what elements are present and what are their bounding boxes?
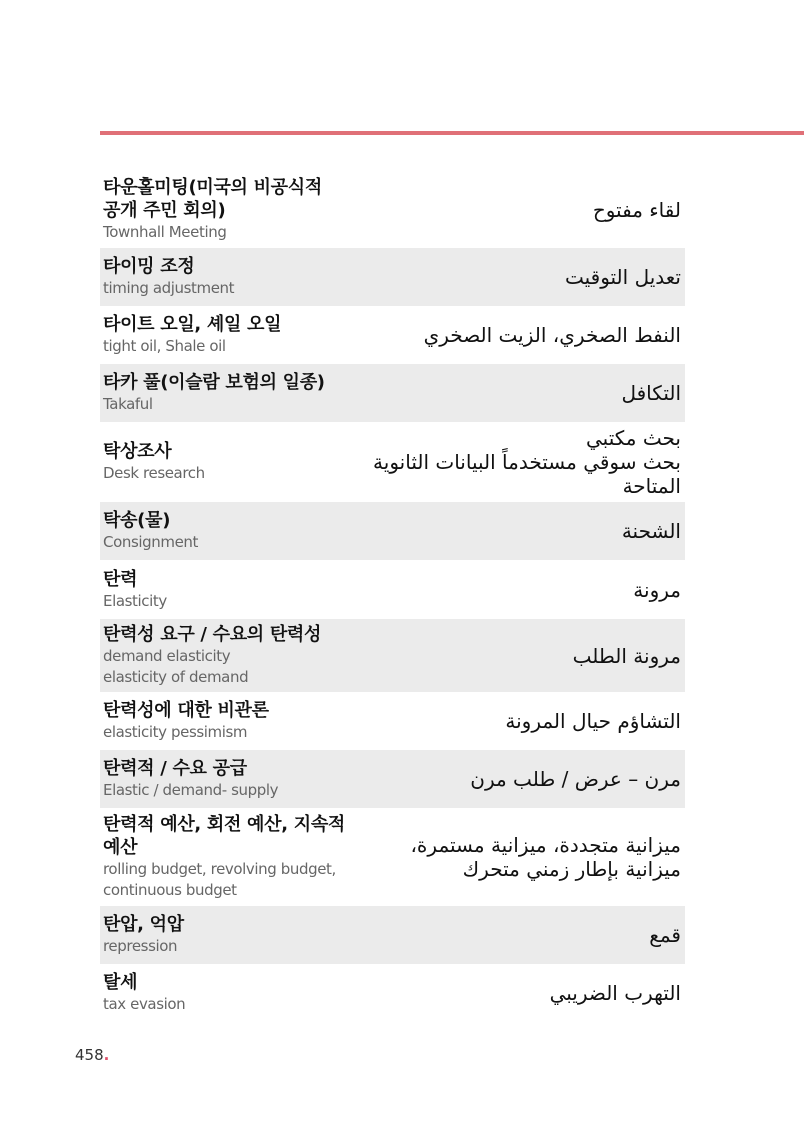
english-term: tax evasion — [103, 995, 186, 1013]
arabic-term: لقاء مفتوح — [592, 197, 681, 222]
english-term: Consignment — [103, 533, 198, 551]
english-term: Elasticity — [103, 591, 167, 610]
glossary-row — [100, 306, 685, 364]
korean-term: 타이트 오일, 셰일 오일 — [103, 314, 282, 335]
term-cell — [103, 371, 363, 415]
arabic-term: مرونة الطلب — [572, 643, 681, 668]
arabic-term: تعديل التوقيت — [564, 265, 681, 289]
english-term: Desk research — [103, 464, 205, 482]
glossary-row — [100, 560, 685, 619]
term-cell — [103, 813, 363, 901]
korean-term: 탄력 — [103, 568, 138, 590]
glossary-row — [100, 808, 685, 906]
korean-term: 탁상조사 — [103, 441, 172, 462]
arabic-term: النفط الصخري، الزيت الصخري — [423, 323, 681, 347]
page-number-text: 458 — [75, 1046, 104, 1064]
english-term: Townhall Meeting — [103, 223, 227, 241]
glossary-table — [100, 171, 685, 1022]
glossary-row — [100, 364, 685, 422]
korean-term: 타이밍 조정 — [103, 256, 195, 277]
glossary-row — [100, 619, 685, 692]
term-cell — [103, 255, 363, 299]
arabic-term: بحث مكتبي بحث سوقي مستخدماً البيانات الثانوية المتاحة — [373, 426, 681, 498]
glossary-row — [100, 248, 685, 306]
korean-term: 탁송(물) — [103, 510, 171, 531]
glossary-row — [100, 502, 685, 560]
english-term: tight oil, Shale oil — [103, 337, 226, 355]
term-cell — [103, 913, 363, 957]
korean-term: 타운홀미팅(미국의 비공식적 공개 주민 회의) — [103, 177, 322, 221]
english-term: Takaful — [103, 395, 153, 413]
term-cell — [103, 699, 363, 743]
arabic-term: التهرب الضريبي — [549, 981, 681, 1005]
glossary-row — [100, 964, 685, 1022]
header-rule — [100, 131, 804, 135]
term-cell — [103, 176, 363, 243]
term-cell — [103, 971, 363, 1015]
korean-term: 탄압, 억압 — [103, 914, 184, 935]
arabic-term: التشاؤم حيال المرونة — [505, 709, 681, 733]
term-cell — [103, 509, 363, 553]
english-term: timing adjustment — [103, 279, 235, 297]
page-number — [75, 1046, 109, 1064]
term-cell — [103, 440, 363, 484]
arabic-term: مرونة — [633, 577, 681, 602]
korean-term: 탄력적 예산, 회전 예산, 지속적 예산 — [103, 814, 345, 858]
arabic-term: التكافل — [621, 381, 681, 405]
glossary-row — [100, 422, 685, 502]
term-cell — [103, 757, 363, 801]
korean-term: 탈세 — [103, 972, 138, 993]
arabic-term: قمع — [649, 923, 681, 947]
arabic-term: الشحنة — [621, 519, 681, 543]
arabic-term: ميزانية متجددة، ميزانية مستمرة، ميزانية بإطار زمني متحرك — [410, 833, 681, 881]
korean-term: 탄력적 / 수요 공급 — [103, 758, 247, 779]
english-term: rolling budget, revolving budget, continuous budget — [103, 860, 336, 899]
glossary-row — [100, 171, 685, 248]
english-term: Elastic / demand- supply — [103, 781, 279, 799]
english-term: elasticity pessimism — [103, 723, 248, 741]
page-number-dot: . — [103, 1046, 110, 1064]
arabic-term: مرن – عرض / طلب مرن — [470, 767, 681, 791]
term-cell — [103, 623, 363, 688]
english-term: demand elasticity elasticity of demand — [103, 647, 249, 686]
glossary-row — [100, 692, 685, 750]
glossary-row — [100, 750, 685, 808]
korean-term: 타카 풀(이슬람 보험의 일종) — [103, 372, 325, 393]
korean-term: 탄력성에 대한 비관론 — [103, 700, 269, 721]
term-cell — [103, 568, 363, 612]
english-term: repression — [103, 937, 178, 955]
korean-term: 탄력성 요구 / 수요의 탄력성 — [103, 624, 322, 645]
term-cell — [103, 313, 363, 357]
glossary-row — [100, 906, 685, 964]
